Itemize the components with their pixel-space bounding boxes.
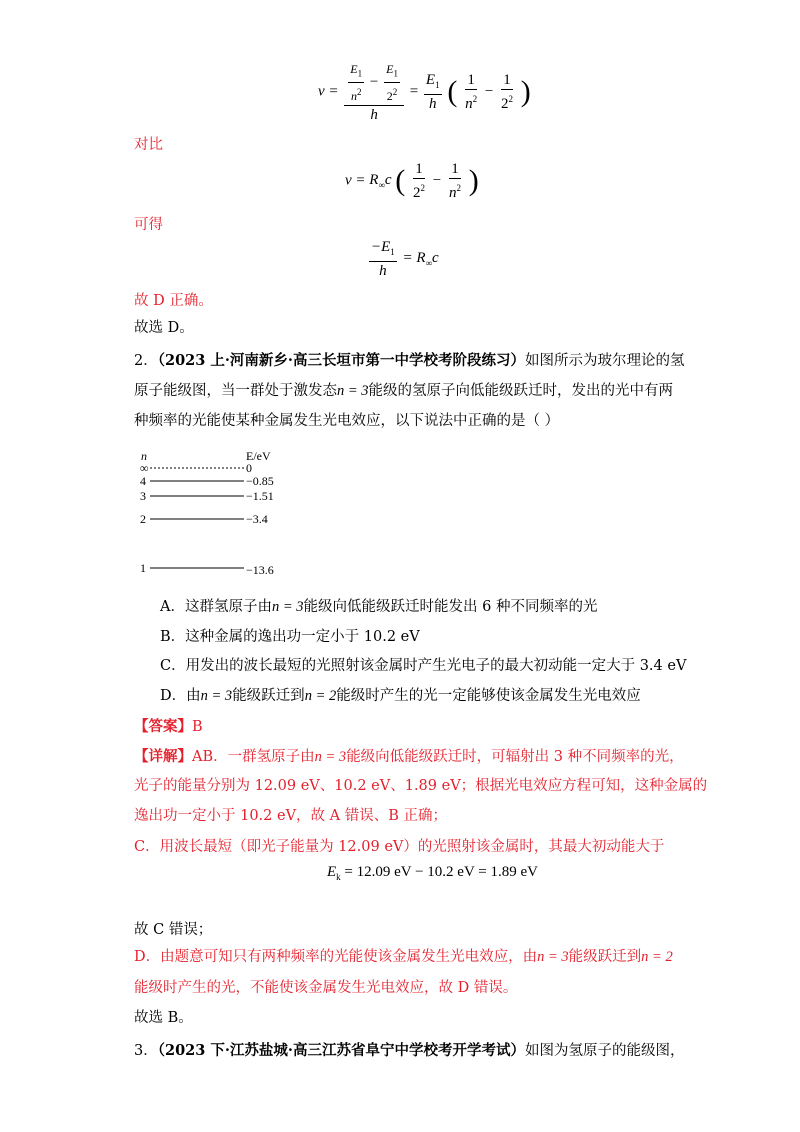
level-energy-label: −0.85 [246, 474, 274, 488]
formula-frequency-rydberg: $\nu = R_\infty c$ ( $\frac{1}{2^2}$ − $\frac{1}{n^2}$ ) [345, 161, 479, 201]
conclusion-d-correct: 故 D 正确。 [134, 293, 213, 309]
level-n-label: 1 [140, 561, 146, 575]
choose-d: 故选 D。 [134, 320, 194, 336]
formula-frequency-1: ν = $\frac{E_1}{n^2}$ − $\frac{E_1}{2^2}$ h = $\frac{E_1}{h}$ ( $\frac{1}{n^2}$ − $\frac{1}{2^2}$ ) [318, 62, 531, 124]
q3-stem: 3．（2023 下·江苏盐城·高三江苏省阜宁中学校考开学考试）如图为氢原子的能级图， [134, 1042, 685, 1059]
option-a[interactable]: A．这群氢原子由n = 3能级向低能级跃迁时能发出 6 种不同频率的光 [160, 599, 598, 615]
fraction-energy-difference: $\frac{E_1}{n^2}$ − $\frac{E_1}{2^2}$ h [344, 60, 404, 124]
q2-stem-line2: 原子能级图，当一群处于激发态n = 3能级的氢原子向低能级跃迁时，发出的光中有两 [134, 383, 674, 399]
level-n-label: 3 [140, 489, 146, 503]
detail-line5: D．由题意可知只有两种频率的光能使该金属发生光电效应，由n = 3能级跃迁到n = 2 [134, 949, 673, 965]
detail-line1: 【详解】AB．一群氢原子由n = 3能级向低能级跃迁时，可辐射出 3 种不同频率的光， [134, 748, 684, 765]
level-energy-label: −13.6 [246, 563, 274, 577]
q2-stem-line1: 2．（2023 上·河南新乡·高三长垣市第一中学校考阶段练习）如图所示为玻尔理论的氢 [134, 352, 685, 369]
level-energy-label: −1.51 [246, 489, 274, 503]
level-energy-label: 0 [246, 461, 252, 475]
option-b[interactable]: B．这种金属的逸出功一定小于 10.2 eV [160, 629, 420, 645]
detail-line4: C．用波长最短（即光子能量为 12.09 eV）的光照射该金属时，其最大初动能大于 [134, 839, 665, 855]
level-n-label: 2 [140, 512, 146, 526]
formula-rydberg-relation: $\frac{-E_1}{h}$ = $R_\infty c$ [371, 239, 439, 279]
option-d[interactable]: D．由n = 3能级跃迁到n = 2能级时产生的光一定能够使该金属发生光电效应 [160, 688, 641, 704]
formula-ek: $E_k = 12.09$ eV − 10.2 eV = 1.89 eV [327, 864, 538, 882]
diagram-n-label: n [141, 449, 147, 463]
diagram-e-label: E/eV [246, 449, 271, 463]
level-n-label: 4 [140, 474, 146, 488]
detail-line3: 逸出功一定小于 10.2 eV，故 A 错误、B 正确； [134, 808, 448, 824]
energy-level-diagram [134, 446, 294, 590]
label-compare: 对比 [134, 137, 163, 153]
level-energy-label: −3.4 [246, 512, 268, 526]
answer: 【答案】B [134, 718, 203, 735]
label-obtain: 可得 [134, 217, 163, 233]
q2-stem-line3: 种频率的光能使某种金属发生光电效应，以下说法中正确的是（ ） [134, 413, 560, 429]
choose-b: 故选 B。 [134, 1010, 193, 1026]
level-n-label: ∞ [140, 461, 149, 475]
option-c[interactable]: C．用发出的波长最短的光照射该金属时产生光电子的最大初动能一定大于 3.4 eV [160, 658, 687, 674]
c-wrong: 故 C 错误； [134, 922, 213, 938]
detail-line6: 能级时产生的光，不能使该金属发生光电效应，故 D 错误。 [134, 980, 518, 996]
detail-line2: 光子的能量分别为 12.09 eV、10.2 eV、1.89 eV；根据光电效应方程可知，这种金属的 [134, 778, 708, 794]
